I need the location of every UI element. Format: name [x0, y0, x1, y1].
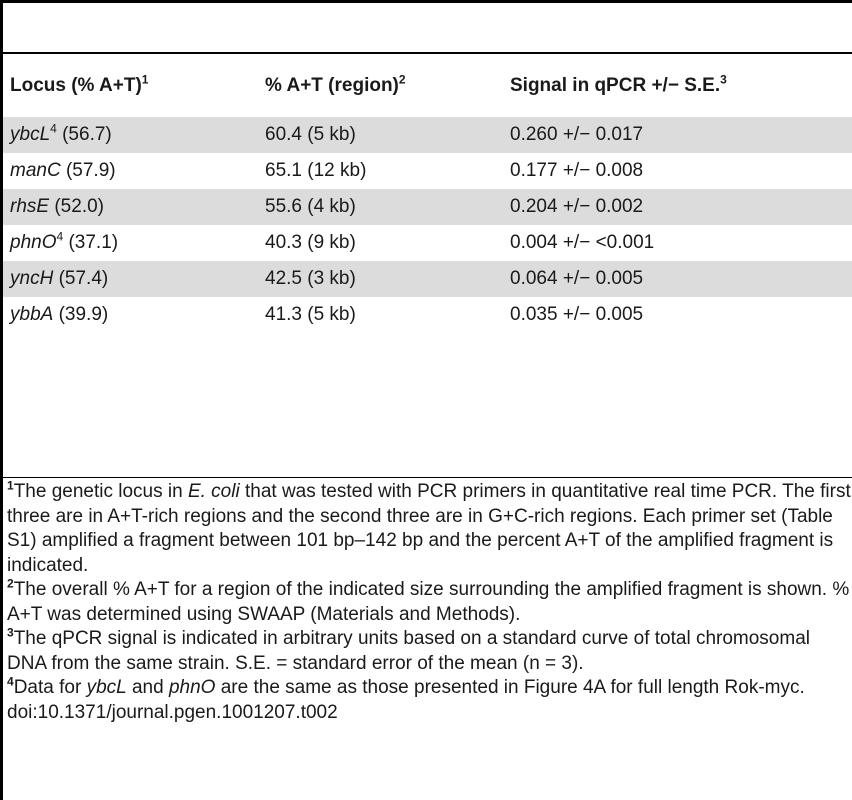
header-locus: Locus (% A+T)$^1$ [10, 72, 149, 96]
region-cell: 55.6 (4 kb) [265, 189, 510, 225]
data-table [3, 55, 852, 333]
table-row [3, 117, 852, 153]
table-row [3, 153, 852, 189]
region-cell: 60.4 (5 kb) [265, 117, 510, 153]
signal-cell: 0.177 +/− 0.008 [510, 160, 644, 181]
signal-cell: 0.204 +/− 0.002 [510, 189, 852, 225]
table-row [3, 261, 852, 297]
footnote-1: $^1$The genetic locus in E. coli that was tested with PCR primers in quantitative real time PCR. The first three are in A+T-rich regions and the second three are in G+C-rich regions. Each primer set (Table S1) amplified a fragment between 101 bp–142 bp and the percent A+T of the amplified fragment is indicated. [7, 478, 851, 576]
locus-cell: manC (57.9) [10, 160, 116, 181]
footnote-2: $^2$The overall % A+T for a region of the indicated size surrounding the amplified fragment is shown. % A+T was determined using SWAAP (Materials and Methods). [7, 576, 850, 625]
signal-cell: 0.035 +/− 0.005 [510, 304, 644, 325]
table-row [3, 297, 852, 333]
table-bottom-rule [0, 477, 852, 478]
footnote-4: $^4$Data for ybcL and phnO are the same as those presented in Figure 4A for full length Rok-myc. [7, 674, 805, 698]
region-cell: 41.3 (5 kb) [265, 304, 356, 325]
doi-link[interactable]: doi:10.1371/journal.pgen.1001207.t002 [7, 701, 338, 723]
header-signal: Signal in qPCR +/− S.E.$^3$ [510, 72, 727, 96]
signal-cell: 0.064 +/− 0.005 [510, 261, 852, 297]
table-row [3, 225, 852, 261]
signal-cell: 0.004 +/− <0.001 [510, 232, 655, 253]
locus-cell: ybbA (39.9) [10, 304, 109, 325]
table-footnotes [7, 480, 852, 725]
header-region: % A+T (region)$^2$ [265, 72, 406, 96]
locus-cell: ybcL$^4$ (56.7) [3, 117, 265, 153]
region-cell: 42.5 (3 kb) [265, 261, 510, 297]
top-border [0, 0, 852, 3]
region-cell: 65.1 (12 kb) [265, 160, 367, 181]
locus-cell: yncH (57.4) [3, 261, 265, 297]
locus-cell: rhsE (52.0) [3, 189, 265, 225]
footnote-3: $^3$The qPCR signal is indicated in arbitrary units based on a standard curve of total chromosomal DNA from the same strain. S.E. = standard error of the mean (n = 3). [7, 625, 810, 674]
locus-cell: phnO$^4$ (37.1) [10, 229, 119, 253]
signal-cell: 0.260 +/− 0.017 [510, 117, 852, 153]
header-row [3, 55, 852, 117]
table-row [3, 189, 852, 225]
region-cell: 40.3 (9 kb) [265, 232, 356, 253]
table-top-rule [0, 52, 852, 54]
